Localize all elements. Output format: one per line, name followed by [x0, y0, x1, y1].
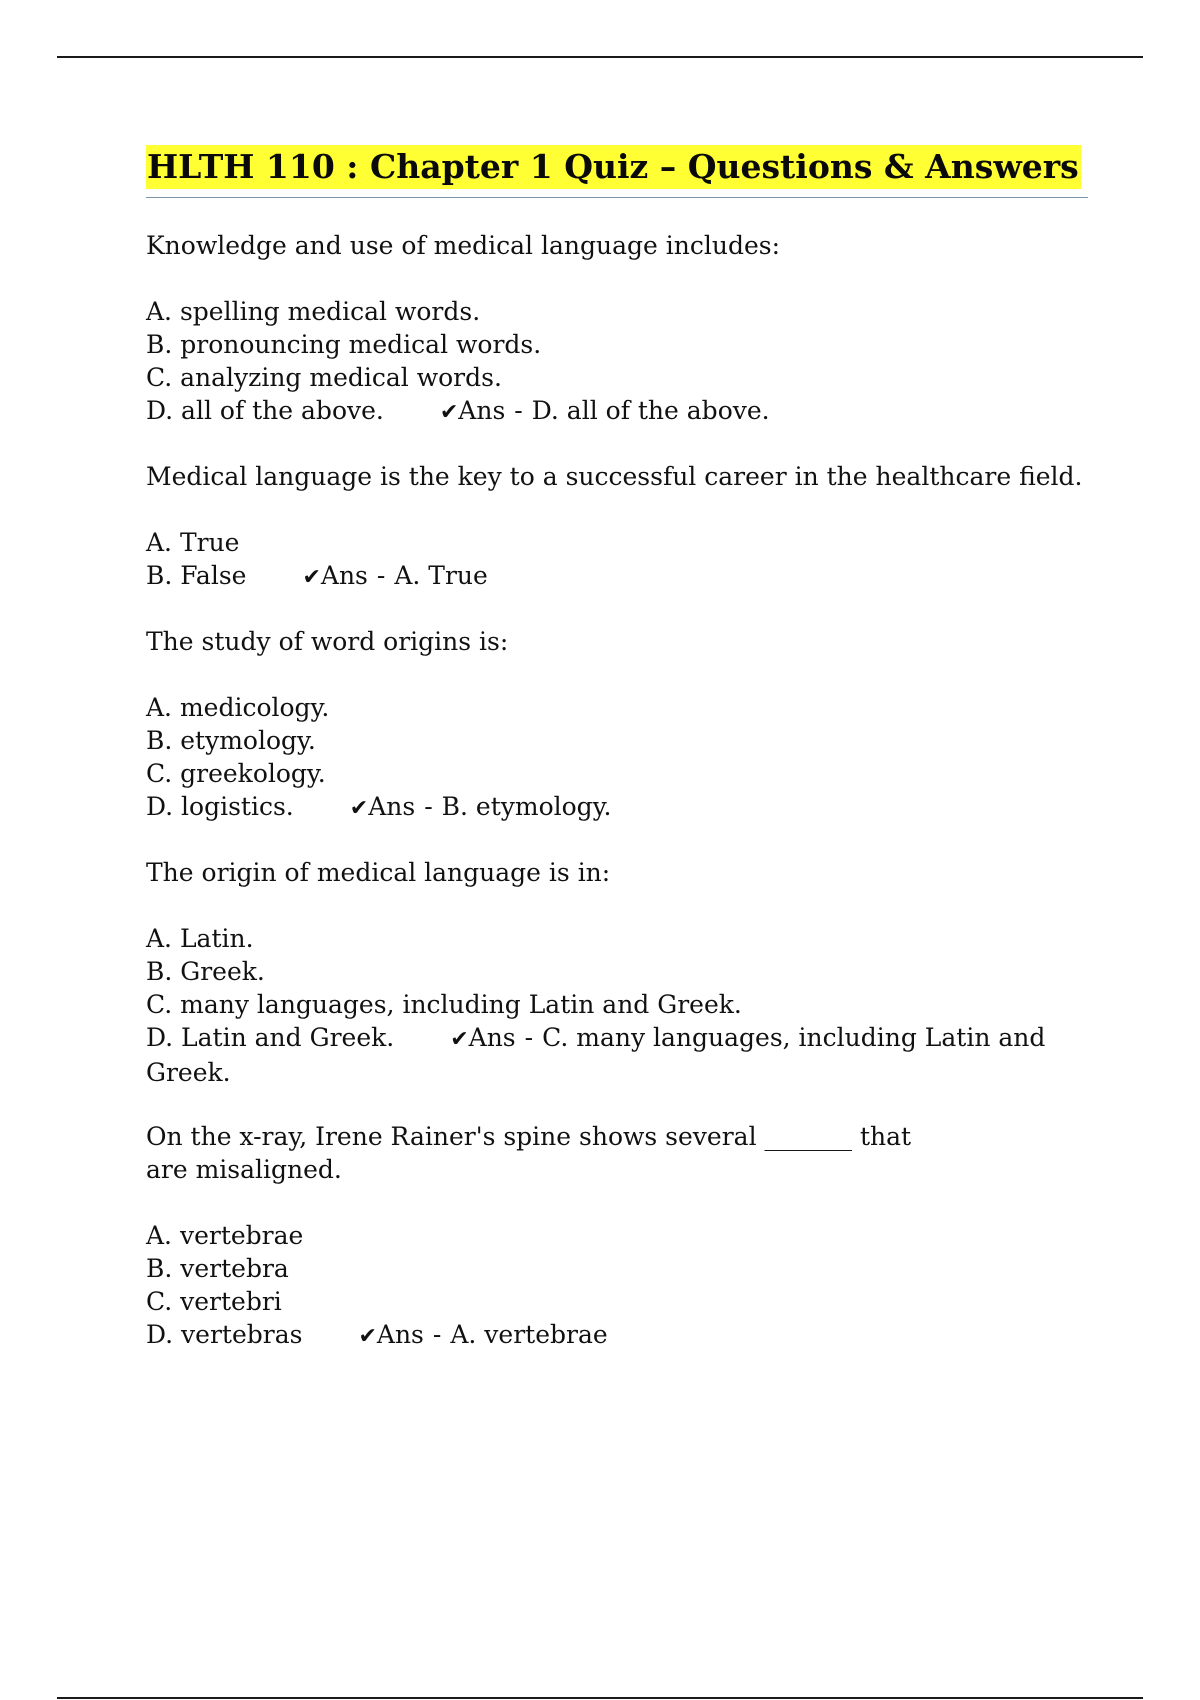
answer-separator: -: [376, 561, 386, 590]
option-d: D. vertebras: [146, 1320, 303, 1349]
document-title: HLTH 110 : Chapter 1 Quiz – Questions & Answers: [146, 145, 1081, 189]
option-c: C. greekology.: [146, 759, 326, 788]
title-block: [146, 145, 1088, 198]
option-b: B. pronouncing medical words.: [146, 330, 542, 359]
option-c: C. analyzing medical words.: [146, 363, 502, 392]
question-5: [146, 1120, 1088, 1353]
option-a: A. vertebrae: [146, 1221, 304, 1250]
checkmark-icon: ✔: [302, 565, 321, 590]
option-d-with-answer: [146, 1318, 1088, 1353]
checkmark-icon: ✔: [439, 400, 459, 425]
option-b: B. etymology.: [146, 726, 316, 755]
answer-label: Ans: [376, 1320, 424, 1349]
question-3: [146, 625, 1088, 825]
answer-separator: -: [514, 396, 523, 425]
answer-label: Ans: [320, 561, 368, 590]
option-a: A. medicology.: [146, 693, 330, 722]
option-b: B. vertebra: [146, 1254, 289, 1283]
answer-label: Ans: [368, 792, 416, 821]
option-b: B. False: [146, 561, 247, 590]
option-d-with-answer: [146, 790, 1088, 825]
answer-label: Ans: [468, 1023, 516, 1052]
question-2: [146, 460, 1088, 594]
question-1: [146, 229, 1088, 429]
footer-rule: [57, 1697, 1143, 1699]
answer-text: B. etymology.: [441, 792, 612, 821]
answer-line: [350, 792, 612, 821]
option-list: [146, 295, 1088, 429]
checkmark-icon: ✔: [450, 1027, 469, 1052]
option-c: C. vertebri: [146, 1287, 282, 1316]
question-stem: The study of word origins is:: [146, 627, 509, 656]
answer-label: Ans: [458, 396, 506, 425]
option-list: [146, 922, 1088, 1089]
option-a: A. Latin.: [146, 924, 254, 953]
option-c: C. many languages, including Latin and Greek.: [146, 990, 742, 1019]
option-d: D. logistics.: [146, 792, 294, 821]
checkmark-icon: ✔: [358, 1324, 377, 1349]
option-list: [146, 691, 1088, 825]
question-stem: Medical language is the key to a successful career in the healthcare field.: [146, 462, 1083, 491]
answer-text: A. True: [394, 561, 488, 590]
answer-line: [358, 1320, 607, 1349]
header-rule: [57, 56, 1143, 58]
answer-separator: -: [424, 792, 433, 821]
option-b-with-answer: [146, 559, 1088, 594]
question-stem: On the x-ray, Irene Rainer's spine shows several _______ that are misaligned.: [146, 1122, 912, 1184]
question-stem: Knowledge and use of medical language includes:: [146, 231, 780, 260]
answer-line: [440, 396, 770, 425]
option-a: A. True: [146, 528, 240, 557]
answer-separator: -: [432, 1320, 442, 1349]
option-d: D. all of the above.: [146, 396, 384, 425]
option-list: [146, 526, 1088, 594]
answer-separator: -: [524, 1023, 534, 1052]
option-list: [146, 1219, 1088, 1353]
option-a: A. spelling medical words.: [146, 297, 481, 326]
answer-text: A. vertebrae: [450, 1320, 608, 1349]
document-body: [146, 145, 1088, 1353]
option-d-with-answer: [146, 1021, 1088, 1089]
answer-line: [302, 561, 487, 590]
question-stem: The origin of medical language is in:: [146, 858, 611, 887]
option-d-with-answer: [146, 394, 1088, 429]
option-d: D. Latin and Greek.: [146, 1023, 395, 1052]
option-b: B. Greek.: [146, 957, 265, 986]
answer-text: D. all of the above.: [531, 396, 770, 425]
checkmark-icon: ✔: [349, 796, 369, 821]
answer-text: C. many languages, including Latin and Greek.: [146, 1023, 1046, 1087]
question-4: [146, 856, 1088, 1089]
